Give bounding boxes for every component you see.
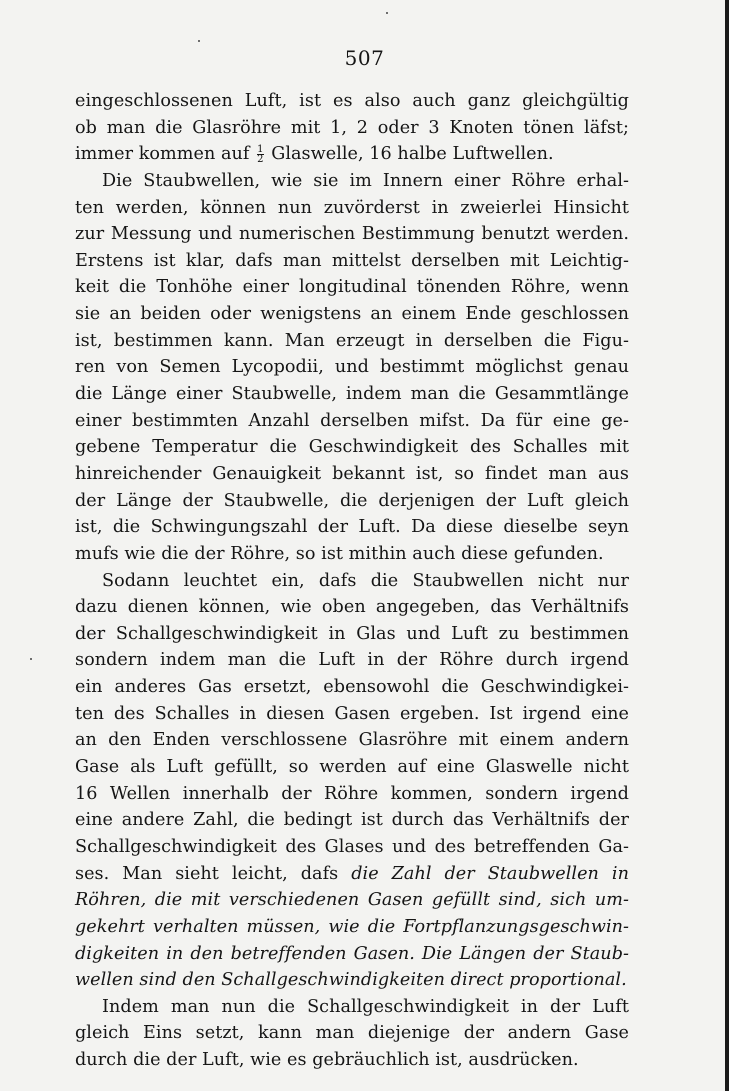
text-line: Gase als Luft gefüllt, so werden auf eine Glaswelle nicht: [75, 757, 629, 778]
text-segment: ses. Man sieht leicht, dafs: [75, 863, 339, 884]
text-line: ren von Semen Lycopodii, und bestimmt möglichst genau: [75, 357, 629, 378]
text-line: ist, die Schwingungszahl der Luft. Da diese dieselbe seyn: [75, 517, 629, 538]
text-line: Sodann leuchtet ein, dafs die Staubwellen nicht nur: [102, 570, 629, 591]
text-line: mufs wie die der Röhre, so ist mithin auch diese gefunden.: [75, 543, 604, 564]
text-line: hinreichender Genauigkeit bekannt ist, so findet man aus: [75, 463, 629, 484]
text-line: ten werden, können nun zuvörderst in zweierlei Hinsicht: [75, 197, 629, 218]
text-line: sie an beiden oder wenigstens an einem Ende geschlossen: [75, 304, 629, 325]
text-line: gleich Eins setzt, kann man diejenige der andern Gase: [75, 1023, 629, 1044]
text-line: ist, bestimmen kann. Man erzeugt in derselben die Figu-: [75, 330, 629, 351]
print-speck: [198, 40, 200, 42]
page-number: 507: [344, 46, 385, 70]
text-line: an den Enden verschlossene Glasröhre mit einem andern: [75, 730, 629, 751]
text-line: der Schallgeschwindigkeit in Glas und Luft zu bestimmen: [75, 623, 629, 644]
text-line: die Länge einer Staubwelle, indem man die Gesammtlänge: [75, 384, 629, 405]
text-segment: Glaswelle, 16 halbe Luftwellen.: [271, 144, 554, 165]
text-line: eine andere Zahl, die bedingt ist durch das Verhältnifs der: [75, 810, 629, 831]
text-line: [75, 861, 629, 888]
text-line: Erstens ist klar, dafs man mittelst derselben mit Leichtig-: [75, 250, 629, 271]
text-line: 16 Wellen innerhalb der Röhre kommen, sondern irgend: [75, 783, 629, 804]
page-edge-shadow: [725, 0, 729, 1091]
fraction-numerator: 1: [257, 143, 264, 155]
text-line: durch die der Luft, wie es gebräuchlich ist, ausdrücken.: [75, 1050, 579, 1071]
text-line: eingeschlossenen Luft, ist es also auch ganz gleichgültig: [75, 91, 629, 111]
emphasis-text: die Zahl der Staubwellen in: [351, 863, 629, 884]
print-speck: [386, 12, 388, 14]
text-line: gebene Temperatur die Geschwindigkeit des Schalles mit: [75, 437, 629, 458]
text-line: sondern indem man die Luft in der Röhre durch irgend: [75, 650, 629, 671]
emphasis-line: gekehrt verhalten müssen, wie die Fortpflanzungsgeschwin-: [75, 916, 629, 937]
text-line: [75, 141, 629, 168]
text-line: zur Messung und numerischen Bestimmung benutzt werden.: [75, 224, 629, 245]
text-line: Die Staubwellen, wie sie im Innern einer Röhre erhal-: [102, 170, 629, 191]
text-line: ten des Schalles in diesen Gasen ergeben. Ist irgend eine: [75, 703, 629, 724]
fraction-denominator: 2: [257, 153, 264, 165]
text-line: einer bestimmten Anzahl derselben mifst. Da für eine ge-: [75, 410, 629, 431]
body-text: [75, 88, 629, 1074]
emphasis-line: digkeiten in den betreffenden Gasen. Die Längen der Staub-: [75, 943, 629, 964]
text-line: Indem man nun die Schallgeschwindigkeit in der Luft: [102, 996, 629, 1017]
text-segment: immer kommen auf: [75, 144, 250, 165]
text-line: ein anderes Gas ersetzt, ebensowohl die Geschwindigkei-: [75, 677, 629, 698]
text-line: ob man die Glasröhre mit 1, 2 oder 3 Knoten tönen läfst;: [75, 117, 629, 138]
text-line: Schallgeschwindigkeit des Glases und des betreffenden Ga-: [75, 836, 629, 857]
print-speck: [30, 658, 32, 660]
text-line: keit die Tonhöhe einer longitudinal tönenden Röhre, wenn: [75, 277, 629, 298]
emphasis-line: Röhren, die mit verschiedenen Gasen gefüllt sind, sich um-: [75, 890, 629, 911]
text-line: der Länge der Staubwelle, die derjenigen der Luft gleich: [75, 490, 629, 511]
fraction-one-half: [257, 145, 263, 164]
emphasis-line: wellen sind den Schallgeschwindigkeiten direct proportional.: [75, 970, 627, 991]
text-line: dazu dienen können, wie oben angegeben, das Verhältnifs: [75, 597, 629, 618]
